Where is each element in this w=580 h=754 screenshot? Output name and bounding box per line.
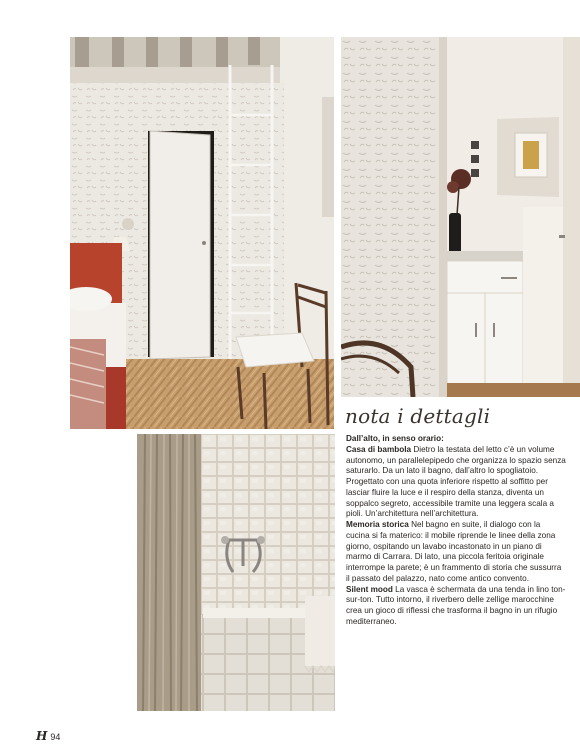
paragraph-memoria-storica: [346, 520, 566, 585]
photo-bathtub: [137, 434, 335, 711]
paragraph-lead: Memoria storica: [346, 520, 409, 529]
bedroom-illustration: [70, 37, 334, 429]
paragraph-text: Dietro la testata del letto c’è un volume autonomo, un parallelepipedo che organizza lo spazio senza saturarlo. Da un lato il bagno, dall’altro lo spogliatoio. Progettato con una quota inferiore rispetto al soffitto per lasciar fluire la luce e il respiro della stanza, diventa un soppalco segreto, accessibile tramite una leggera scala a pioli. Un’architettura nell’architettura.: [346, 444, 566, 519]
photo-bedroom: [70, 37, 334, 429]
vanity-illustration: [341, 37, 580, 397]
bathtub-illustration: [137, 434, 335, 711]
paragraph-lead: Casa di bambola: [346, 444, 412, 454]
article-body: [346, 434, 566, 628]
photo-bathroom-vanity: [341, 37, 580, 397]
paragraph-lead: Silent mood: [346, 584, 393, 594]
page-number: 94: [50, 732, 61, 742]
paragraph-text: Nel bagno en suite, il dialogo con la cucina si fa materico: il mobile riprende le linee della zona giorno, ospitando un lavabo incastonato in un piano di marmo di Carrara. Di lato, una piccola feritoia originale interrompe la parete; è un frammento di storia che sussurra il passato del palazzo, nato come antico convento.: [346, 520, 562, 583]
magazine-mark: H: [36, 729, 47, 743]
page-folio: [36, 729, 60, 743]
paragraph-casa-di-bambola: [346, 445, 566, 520]
intro-line: Dall’alto, in senso orario:: [346, 434, 444, 443]
paragraph-silent-mood: [346, 585, 566, 628]
article-heading: nota i dettagli: [345, 404, 491, 428]
paragraph-text: La vasca è schermata da una tenda in lino ton-sur-ton. Tutto intorno, il riverbero delle zellige marocchine crea un gioco di riflessi che trasforma il bagno in un rifugio mediterraneo.: [346, 584, 566, 626]
